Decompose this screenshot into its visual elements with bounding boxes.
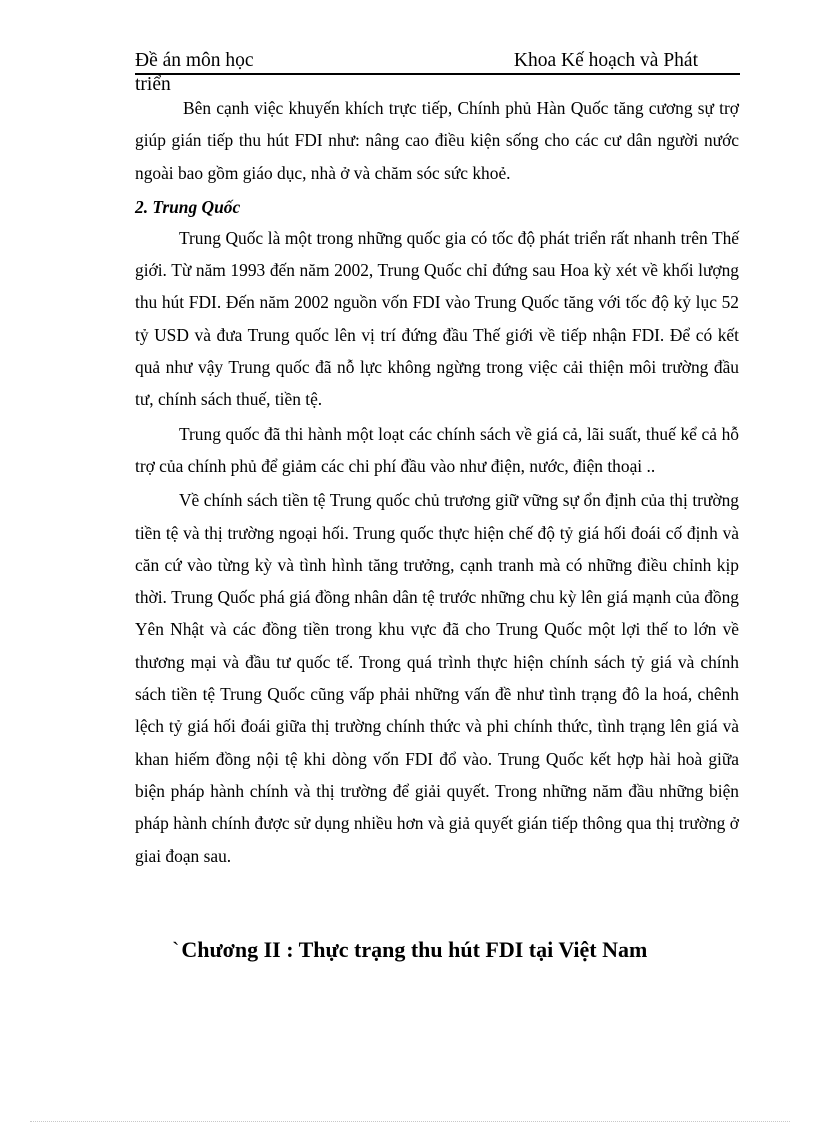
page-bottom-divider [30, 1121, 790, 1122]
header-continuation: triển [135, 74, 171, 95]
paragraph-china-monetary: Về chính sách tiền tệ Trung quốc chủ trương giữ vững sự ổn định của thị trường tiền tệ và thị trường ngoại hối. Trung quốc thực hiện chế độ tỷ giá hối đoái cố định và căn cứ vào từng kỳ và tình hình tăng trưởng, cạnh tranh mà có những điều chỉnh kịp thời. Trung Quốc phá giá đồng nhân dân tệ trước những chu kỳ lên giá mạnh của đồng Yên Nhật và các đồng tiền trong khu vực đã cho Trung Quốc một lợi thế to lớn về thương mại và đầu tư quốc tế. Trong quá trình thực hiện chính sách tỷ giá và chính sách tiền tệ Trung Quốc cũng vấp phải những vấn đề như tình trạng đô la hoá, chênh lệch tỷ giá hối đoái giữa thị trường chính thức và phi chính thức, tình trạng lên giá và khan hiếm đồng nội tệ khi dòng vốn FDI đổ vào. Trung Quốc kết hợp hài hoà giữa biện pháp hành chính và thị trường để giải quyết. Trong những năm đầu những biện pháp hành chính được sử dụng nhiều hơn và giả quyết gián tiếp thông qua thị trường ở giai đoạn sau. [135, 490, 739, 866]
paragraph-china-policies: Trung quốc đã thi hành một loạt các chính sách về giá cả, lãi suất, thuế kể cả hỗ trợ của chính phủ để giảm các chi phí đầu vào như điện, nước, điện thoại .. [135, 423, 739, 476]
paragraph-korea-support: Bên cạnh việc khuyến khích trực tiếp, Chính phủ Hàn Quốc tăng cương sự trợ giúp gián tiếp thu hút FDI như: nâng cao điều kiện sống cho các cư dân người nước ngoài bao gồm giáo dục, nhà ở và chăm sóc sức khoẻ. [135, 98, 739, 183]
page-header [135, 50, 740, 95]
paragraph-china-growth: Trung Quốc là một trong những quốc gia có tốc độ phát triển rất nhanh trên Thế giới. Từ năm 1993 đến năm 2002, Trung Quốc chỉ đứng sau Hoa kỳ xét về khối lượng thu hút FDI. Đến năm 2002 nguồn vốn FDI vào Trung Quốc tăng với tốc độ kỷ lục 52 tỷ USD và đưa Trung quốc lên vị trí đứng đầu Thế giới về tiếp nhận FDI. Để có kết quả như vậy Trung quốc đã nỗ lực không ngừng trong việc cải thiện môi trường đầu tư, chính sách thuế, tiền tệ. [135, 227, 739, 410]
chapter-tick-mark: ` [172, 937, 180, 962]
section-heading-china: 2. Trung Quốc [135, 196, 241, 217]
document-body [135, 92, 739, 872]
header-line [135, 50, 740, 75]
chapter-title [172, 933, 772, 967]
chapter-title-text: Chương II : Thực trạng thu hút FDI tại Việt Nam [181, 937, 648, 962]
header-right-text: Khoa Kế hoạch và Phát [513, 50, 698, 71]
header-left-text: Đề án môn học [135, 50, 254, 71]
